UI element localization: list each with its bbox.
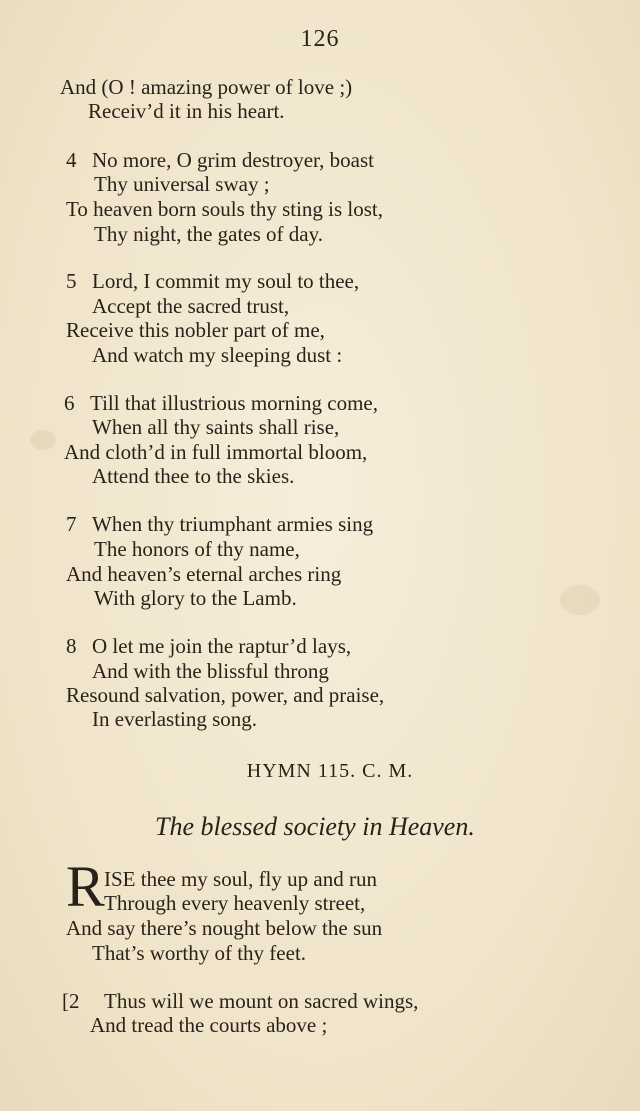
verse-line: When all thy saints shall rise, [92,415,340,439]
stanza-number: 5 [66,269,77,293]
verse-line: Receive this nobler part of me, [66,318,325,342]
verse-line: And with the blissful throng [92,659,329,683]
stanza-number: 7 [66,512,77,536]
stanza-number: 6 [64,391,75,415]
verse-line: When thy triumphant armies sing [92,512,374,536]
verse-line: No more, O grim destroyer, boast [92,148,375,172]
verse-line: And heaven’s eternal arches ring [66,562,342,586]
hymn-heading: HYMN 115. C. M. [246,760,414,782]
verse-line: Attend thee to the skies. [92,464,295,488]
stanza-number: 8 [66,634,77,658]
verse-line: Thy universal sway ; [94,172,270,196]
verse-line: Resound salvation, power, and praise, [66,683,385,707]
verse-line: ISE thee my soul, fly up and run [104,867,377,891]
page-number: 126 [300,26,340,52]
verse-line: And (O ! amazing power of love ;) [60,75,353,99]
stanza-number: 4 [66,148,77,172]
verse-line: And watch my sleeping dust : [92,343,343,367]
verse-line: Accept the sacred trust, [92,294,290,318]
verse-line: To heaven born souls thy sting is lost, [66,197,384,221]
verse-line: Till that illustrious morning come, [90,391,378,415]
verse-line: Thy night, the gates of day. [94,222,324,246]
verse-line: And say there’s nought below the sun [66,916,383,940]
paper-stain [560,585,600,615]
verse-line: O let me join the raptur’d lays, [92,634,352,658]
drop-cap: R [66,854,105,919]
verse-line: Lord, I commit my soul to thee, [92,269,360,293]
verse-line: Receiv’d it in his heart. [88,99,285,123]
verse-line: That’s worthy of thy feet. [92,941,307,965]
verse-line: And cloth’d in full immortal bloom, [64,440,368,464]
stanza-number: [2 [62,989,80,1013]
verse-line: Through every heavenly street, [104,891,366,915]
verse-line: The honors of thy name, [94,537,300,561]
hymn-subtitle: The blessed society in Heaven. [155,812,475,841]
verse-line: And tread the courts above ; [90,1013,328,1037]
verse-line: In everlasting song. [92,707,258,731]
paper-stain [30,430,56,450]
verse-line: With glory to the Lamb. [94,586,297,610]
verse-line: Thus will we mount on sacred wings, [104,989,419,1013]
